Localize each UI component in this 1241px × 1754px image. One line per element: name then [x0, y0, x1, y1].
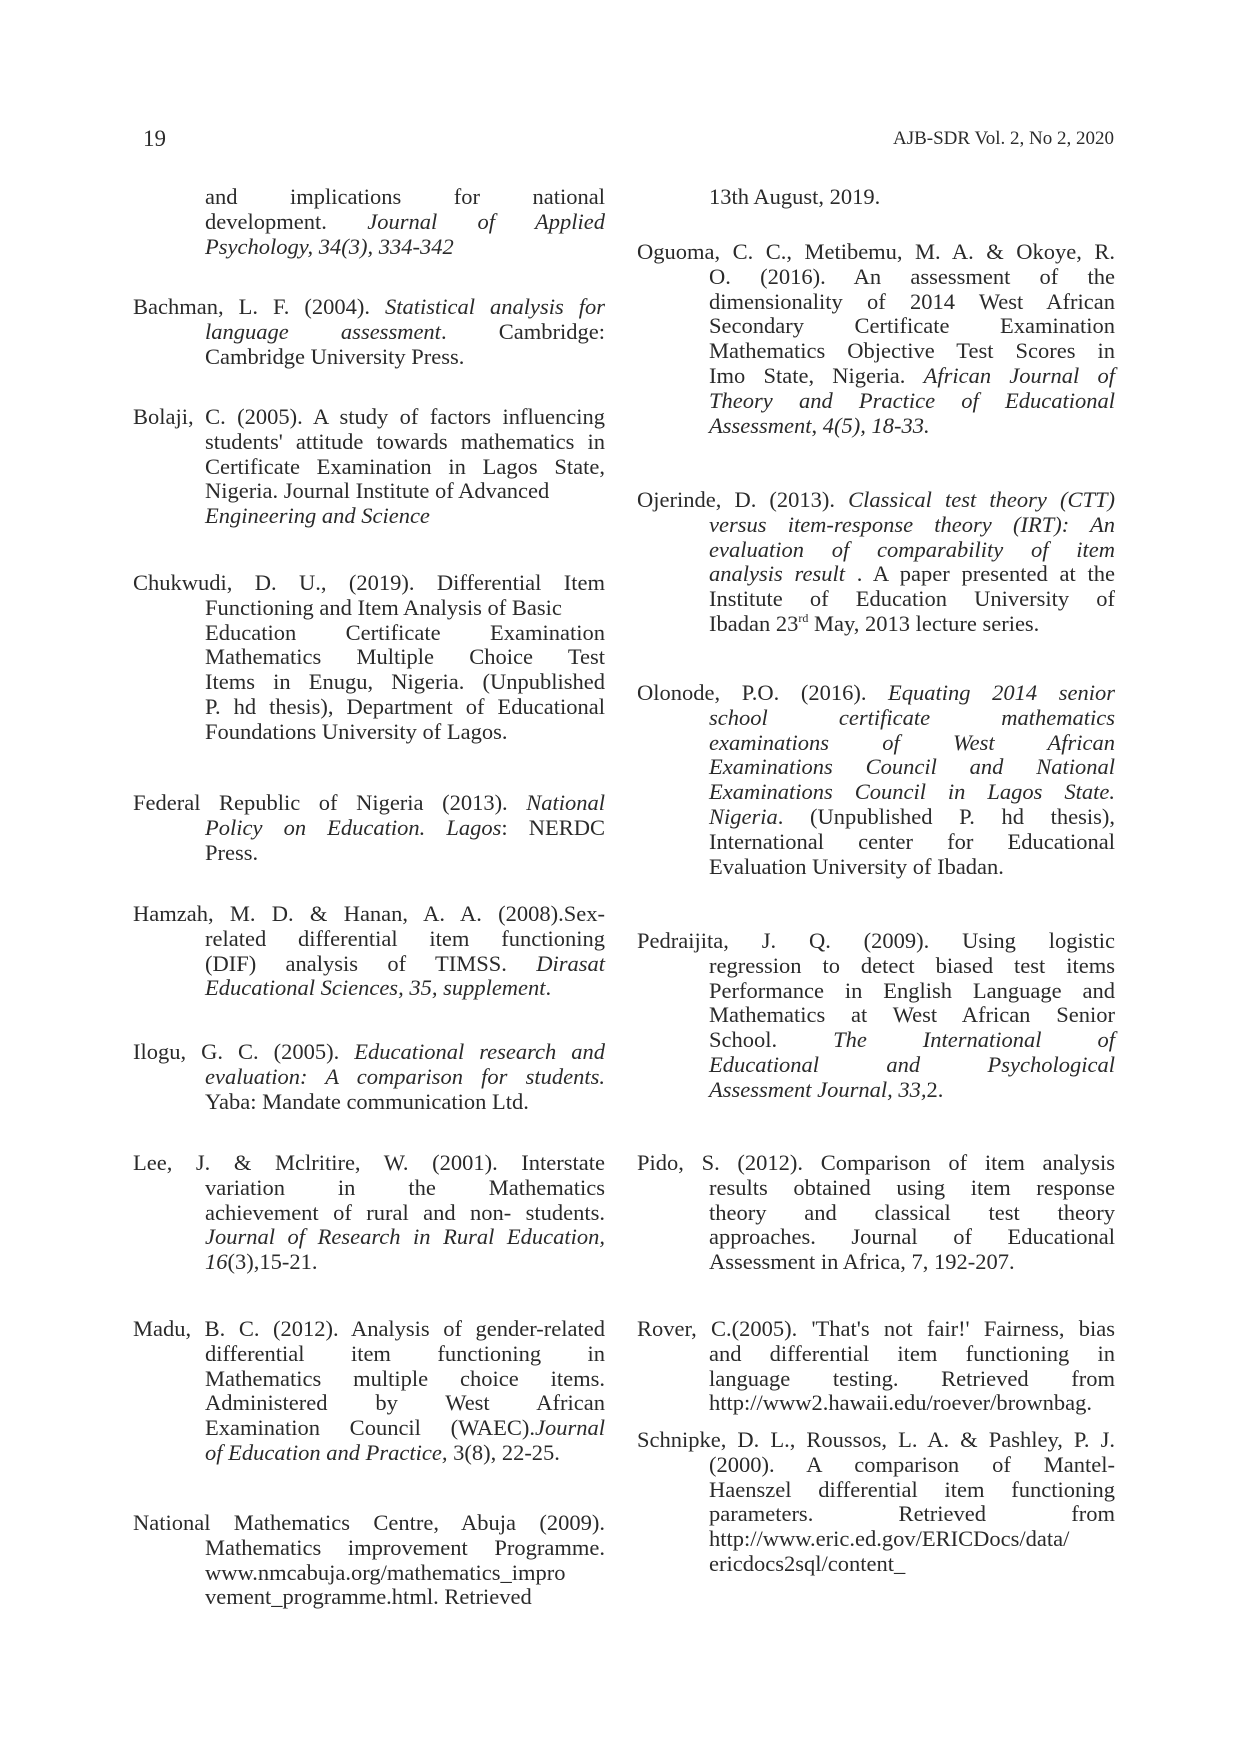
text: Oguoma, C. C., Metibemu, M. A. & Okoye, R. [637, 239, 1115, 264]
page-number: 19 [143, 126, 166, 151]
italic-text: language assessment [205, 318, 441, 344]
reference-line [205, 453, 605, 481]
text: Mathematics multiple choice items. [205, 1365, 605, 1391]
reference-line [205, 1389, 605, 1417]
reference-line [709, 288, 1115, 316]
text: Schnipke, D. L., Roussos, L. A. & Pashley, P. J. [637, 1427, 1115, 1452]
text: Ojerinde, D. (2013). [637, 487, 849, 512]
reference-line [205, 233, 605, 261]
text: differential item functioning in [205, 1340, 605, 1366]
reference-line [709, 312, 1115, 340]
reference-line [709, 828, 1115, 856]
text: May, 2013 lecture series. [808, 611, 1040, 636]
running-head: AJB-SDR Vol. 2, No 2, 2020 [892, 128, 1114, 149]
italic-text: Journal of Applied [367, 208, 605, 234]
text: approaches. Journal of Educational [709, 1224, 1115, 1250]
text: and differential item functioning in [709, 1340, 1115, 1366]
reference-line [709, 729, 1115, 757]
reference-line [133, 1315, 605, 1343]
reference-line [709, 412, 1115, 440]
reference-line [205, 1063, 605, 1091]
superscript-text: rd [798, 611, 809, 625]
reference-line [205, 668, 605, 696]
text: language testing. Retrieved from [709, 1365, 1115, 1391]
italic-text: examinations of West African [709, 729, 1115, 755]
text: Imo State, Nigeria. [709, 363, 924, 388]
italic-text: Classical test theory (CTT) [848, 487, 1115, 512]
text: (2000). A comparison of Mantel- [709, 1451, 1115, 1477]
reference-line [205, 925, 605, 953]
reference-line [133, 1509, 605, 1537]
italic-text: evaluation of comparability of item [709, 536, 1115, 562]
text: Pido, S. (2012). Comparison of item analysis [637, 1150, 1115, 1175]
text: Nigeria. Journal Institute of Advanced [205, 478, 550, 504]
italic-text: Journal [535, 1415, 605, 1441]
reference-line [709, 1525, 1115, 1553]
text: . [545, 975, 552, 1001]
text: Assessment in Africa, 7, 192-207. [709, 1249, 1015, 1275]
reference-line [205, 1414, 605, 1442]
text: Bachman, L. F. (2004). [133, 294, 385, 319]
reference-line [709, 1223, 1115, 1251]
text: achievement of rural and non- students. [205, 1199, 605, 1225]
reference-line [709, 1248, 1115, 1276]
reference-line [205, 594, 605, 622]
reference-line [205, 343, 605, 371]
text: Olonode, P.O. (2016). [637, 680, 889, 705]
text: Rover, C.(2005). 'That's not fair!' Fairness, bias [637, 1316, 1115, 1341]
italic-text: Educational research and [354, 1039, 605, 1064]
reference-line [133, 1038, 605, 1066]
text: , [811, 412, 823, 438]
reference-line [637, 486, 1115, 514]
italic-text: Examinations Council in Lagos State. [709, 779, 1115, 805]
text: Institute of Education University of [709, 586, 1115, 612]
text: P. hd thesis), Department of Educational [205, 694, 605, 719]
text: Federal Republic of Nigeria (2013). [133, 790, 527, 815]
reference-line [709, 1500, 1115, 1528]
reference-line [205, 839, 605, 867]
reference-line [709, 803, 1115, 831]
text: Cambridge University Press. [205, 343, 465, 369]
text: National Mathematics Centre, Abuja (2009). [133, 1510, 605, 1535]
reference-line [709, 1076, 1115, 1104]
reference-line [205, 208, 605, 236]
text: Ibadan 23 [709, 611, 799, 636]
italic-text: Assessment [709, 412, 812, 438]
text: results obtained using item response [709, 1174, 1115, 1200]
reference-line [133, 789, 605, 817]
text: Lee, J. & Mclritire, W. (2001). Interstate [133, 1150, 605, 1175]
reference-line [205, 1223, 605, 1251]
text: 13th August, 2019. [709, 184, 881, 209]
text: Bolaji, C. (2005). A study of factors influencing [133, 404, 605, 429]
text: theory and classical test theory [709, 1199, 1115, 1225]
reference-line [709, 1340, 1115, 1368]
italic-text: 4(5), 18-33. [822, 412, 930, 438]
reference-line [205, 1174, 605, 1202]
text: Certificate Examination in Lagos State, [205, 453, 605, 479]
text: Mathematics Multiple Choice Test [205, 644, 605, 670]
reference-line [205, 477, 605, 505]
reference-line [709, 1026, 1115, 1054]
text: : NERDC [501, 814, 605, 840]
reference-line [709, 952, 1115, 980]
reference-line [709, 387, 1115, 415]
reference-line [205, 718, 605, 746]
italic-text: Dirasat [536, 950, 605, 976]
text: Mathematics improvement Programme. [205, 1534, 605, 1560]
reference-line [709, 1001, 1115, 1029]
text: Administered by West African [205, 1390, 605, 1416]
text: variation in the Mathematics [205, 1174, 605, 1200]
reference-line [709, 977, 1115, 1005]
reference-line [205, 1439, 605, 1467]
reference-line [205, 183, 605, 211]
reference-line [709, 1051, 1115, 1079]
reference-line [709, 610, 1115, 638]
text: Evaluation University of Ibadan. [709, 853, 1004, 879]
text: Yaba: Mandate communication Ltd. [205, 1088, 529, 1114]
italic-text: Theory and Practice of Educational [709, 387, 1115, 413]
reference-line [205, 814, 605, 842]
text: Secondary Certificate Examination [709, 313, 1115, 339]
text: and implications for national [205, 184, 605, 209]
text: Performance in English Language and [709, 977, 1115, 1003]
reference-line [205, 950, 605, 978]
italic-text: evaluation: A comparison for students. [205, 1063, 605, 1089]
italic-text: Statistical analysis for [384, 294, 605, 319]
reference-line [205, 1559, 605, 1587]
italic-text: Educational and Psychological [709, 1052, 1115, 1077]
reference-line [709, 853, 1115, 881]
text: Items in Enugu, Nigeria. (Unpublished [205, 669, 605, 695]
reference-line [709, 585, 1115, 613]
italic-text: Assessment Journal, 33, [709, 1076, 927, 1102]
reference-line [205, 1534, 605, 1562]
italic-text: Equating 2014 senior [888, 680, 1115, 705]
reference-line [709, 1476, 1115, 1504]
text: . Cambridge: [440, 318, 605, 344]
italic-text: versus item-response theory (IRT): An [709, 511, 1115, 537]
reference-line [205, 693, 605, 721]
reference-line [205, 1248, 605, 1276]
text: 3(8), 22-25. [447, 1440, 560, 1465]
reference-line [637, 1315, 1115, 1343]
text: Hamzah, M. D. & Hanan, A. A. (2008).Sex- [133, 901, 605, 926]
reference-line [205, 1583, 605, 1611]
text: O. (2016). An assessment of the [709, 263, 1115, 289]
text: . (Unpublished P. hd thesis), [777, 804, 1115, 829]
italic-text: The International of [833, 1027, 1115, 1053]
italic-text: Psychology, 34(3), 334-342 [205, 233, 454, 259]
text: Pedraijita, J. Q. (2009). Using logistic [637, 928, 1115, 953]
italic-text: Policy on Education. Lagos [205, 814, 502, 840]
reference-line [133, 403, 605, 431]
text: Mathematics Objective Test Scores in [709, 338, 1115, 364]
reference-line [709, 362, 1115, 390]
reference-line [709, 1365, 1115, 1393]
reference-line [205, 502, 605, 530]
italic-text: Educational Sciences, 35, supplement [205, 975, 546, 1001]
reference-line [205, 619, 605, 647]
reference-line [709, 778, 1115, 806]
reference-line [205, 1340, 605, 1368]
text: development. [205, 208, 368, 234]
reference-line [709, 1174, 1115, 1202]
text: Ilogu, G. C. (2005). [133, 1039, 355, 1064]
text: ericdocs2sql/content_ [709, 1551, 906, 1576]
italic-text: African Journal of [923, 363, 1116, 388]
italic-text: Examinations Council and National [709, 754, 1115, 780]
reference-line [205, 428, 605, 456]
italic-text: Journal of Research in Rural Education, [205, 1224, 605, 1250]
text: dimensionality of 2014 West African [709, 288, 1115, 314]
reference-line [709, 511, 1115, 539]
text: International center for Educational [709, 828, 1115, 854]
text: (DIF) analysis of TIMSS. [205, 950, 537, 976]
reference-line [205, 318, 605, 346]
reference-line [709, 1451, 1115, 1479]
text: School. [709, 1027, 834, 1053]
italic-text: of Education and Practice, [205, 1440, 448, 1465]
text: vement_programme.html. Retrieved [205, 1584, 532, 1610]
reference-line [637, 1426, 1115, 1454]
reference-line [709, 337, 1115, 365]
italic-text: school certificate mathematics [709, 704, 1115, 730]
reference-line [637, 679, 1115, 707]
text: related differential item functioning [205, 925, 605, 951]
reference-line [637, 238, 1115, 266]
reference-line [709, 1389, 1115, 1417]
reference-line [637, 927, 1115, 955]
reference-line [709, 263, 1115, 291]
text: http://www2.hawaii.edu/roever/brownbag. [709, 1390, 1093, 1416]
text: Mathematics at West African Senior [709, 1002, 1115, 1028]
reference-line [205, 1365, 605, 1393]
reference-line [709, 1550, 1115, 1578]
reference-line [205, 643, 605, 671]
reference-line [205, 1199, 605, 1227]
text: http://www.eric.ed.gov/ERICDocs/data/ [709, 1526, 1070, 1552]
text: Haenszel differential item functioning [709, 1476, 1115, 1502]
reference-line [709, 536, 1115, 564]
reference-line [709, 1199, 1115, 1227]
text: (3),15-21. [227, 1249, 318, 1275]
text: Examination Council (WAEC). [205, 1415, 535, 1441]
reference-line [133, 569, 605, 597]
reference-line [709, 183, 1115, 211]
reference-line [205, 974, 605, 1002]
text: Education Certificate Examination [205, 619, 605, 645]
text: 2. [926, 1076, 944, 1102]
reference-line [205, 1088, 605, 1116]
reference-line [637, 1149, 1115, 1177]
reference-line [709, 753, 1115, 781]
text: www.nmcabuja.org/mathematics_impro [205, 1559, 566, 1585]
reference-line [709, 704, 1115, 732]
text: regression to detect biased test items [709, 952, 1115, 978]
reference-line [133, 293, 605, 321]
text: Press. [205, 839, 259, 865]
reference-line [133, 900, 605, 928]
italic-text: 16 [205, 1249, 228, 1275]
italic-text: analysis result [709, 561, 845, 587]
text: Functioning and Item Analysis of Basic [205, 594, 562, 620]
text: students' attitude towards mathematics in [205, 428, 605, 454]
italic-text: Engineering and Science [205, 503, 430, 529]
reference-line [709, 560, 1115, 588]
text: Madu, B. C. (2012). Analysis of gender-related [133, 1316, 605, 1341]
text: parameters. Retrieved from [709, 1501, 1115, 1527]
text: . A paper presented at the [844, 561, 1116, 587]
italic-text: Nigeria [709, 804, 778, 829]
italic-text: National [526, 790, 605, 815]
text: Chukwudi, D. U., (2019). Differential Item [133, 570, 605, 595]
text: Foundations University of Lagos. [205, 718, 508, 744]
reference-line [133, 1149, 605, 1177]
